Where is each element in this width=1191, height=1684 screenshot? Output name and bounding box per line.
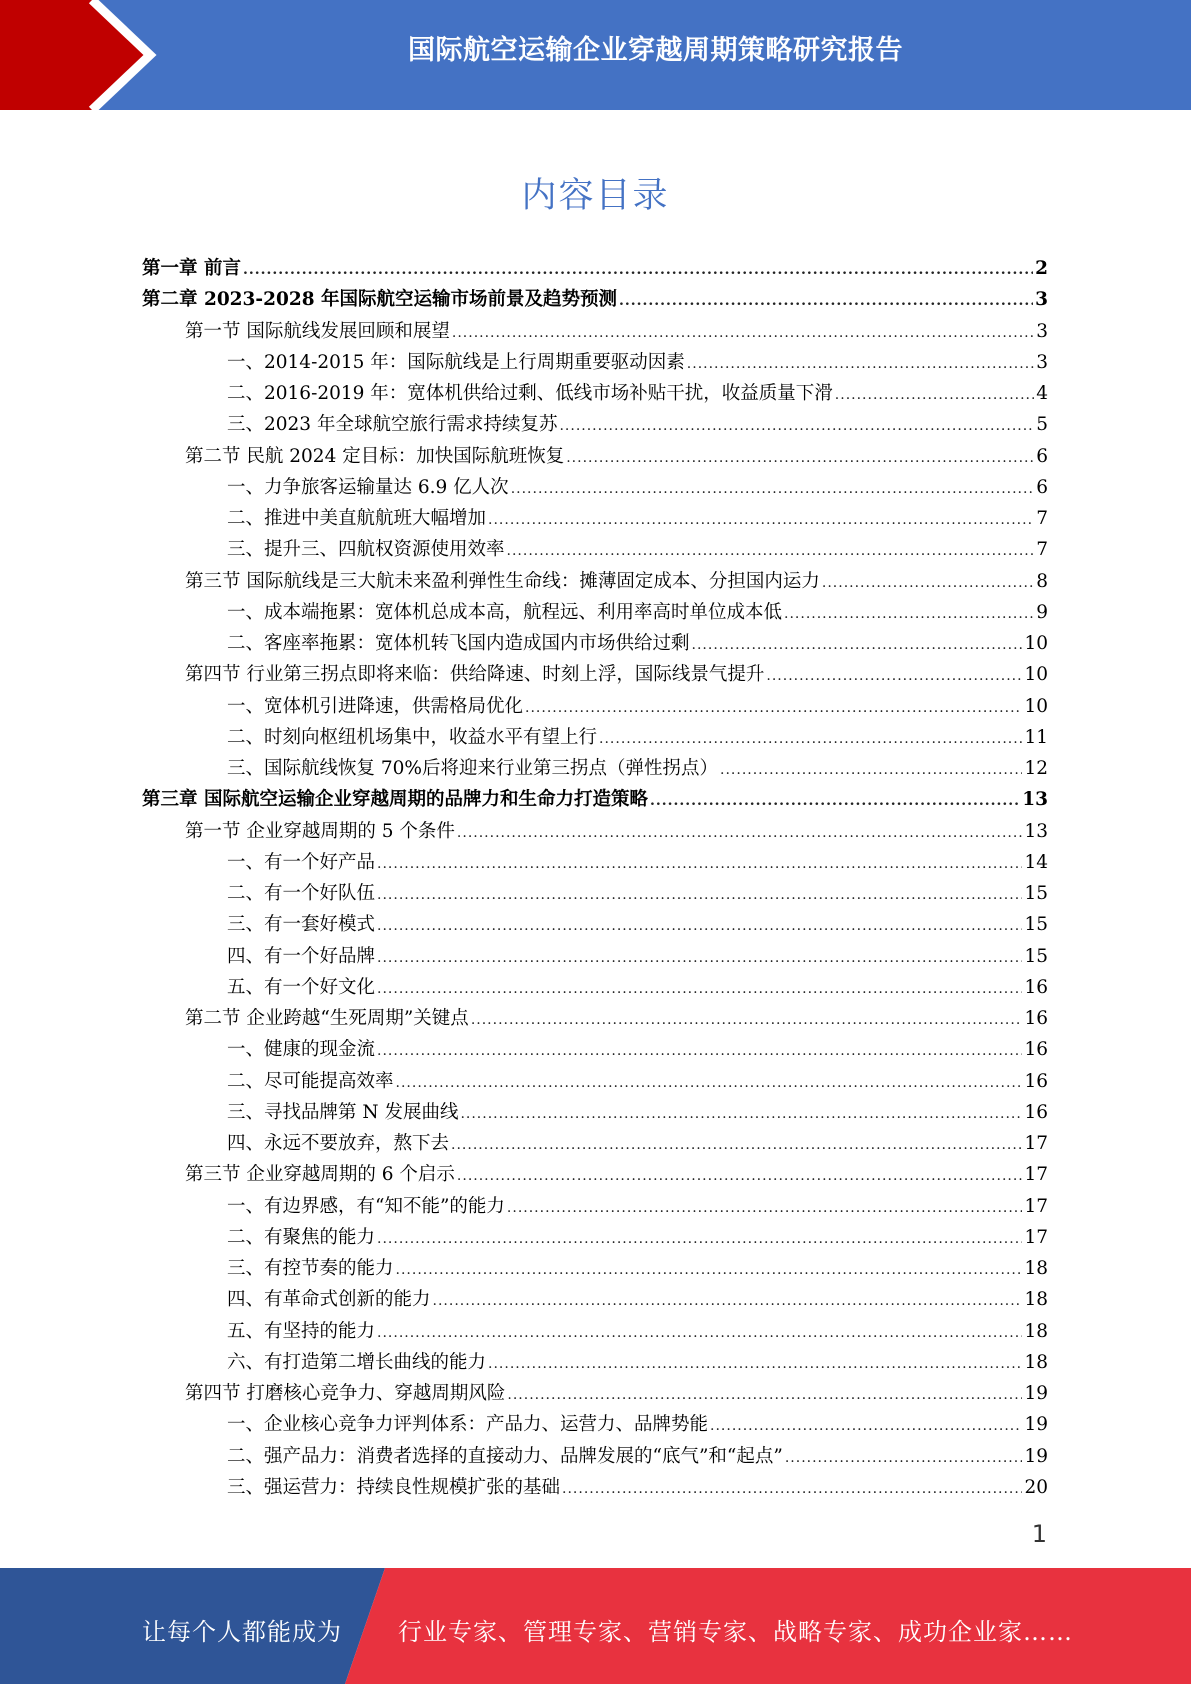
toc-dot-leader [471, 1005, 1023, 1036]
toc-entry-title: 三、提升三、四航权资源使用效率 [227, 539, 505, 561]
toc-entry-page: 5 [1036, 414, 1048, 436]
toc-dot-leader [784, 599, 1034, 630]
toc-entry-title: 一、企业核心竞争力评判体系：产品力、运营力、品牌势能 [227, 1414, 709, 1436]
toc-entry-title: 二、客座率拖累：宽体机转飞国内造成国内市场供给过剩 [227, 633, 690, 654]
toc-entry[interactable] [142, 1253, 1048, 1284]
toc-entry-page: 3 [1036, 351, 1048, 373]
toc-entry-title: 二、时刻向枢纽机场集中，收益水平有望上行 [227, 726, 598, 748]
toc-dot-leader [785, 1443, 1023, 1474]
toc-entry[interactable] [142, 784, 1048, 815]
toc-entry-title: 二、有一个好队伍 [227, 883, 376, 904]
toc-dot-leader [619, 286, 1033, 317]
toc-dot-leader [377, 974, 1022, 1005]
toc-entry-title: 三、2023 年全球航空旅行需求持续复苏 [227, 414, 558, 436]
toc-dot-leader [687, 349, 1034, 380]
toc-dot-leader [507, 1193, 1023, 1224]
toc-dot-leader [377, 1318, 1022, 1349]
toc-entry-title: 四、永远不要放弃，熬下去 [227, 1133, 450, 1154]
toc-entry[interactable] [142, 1316, 1048, 1347]
toc-entry-title: 第一节 企业穿越周期的 5 个条件 [185, 820, 455, 842]
toc-entry-page: 10 [1024, 633, 1048, 654]
toc-dot-leader [507, 1380, 1022, 1411]
toc-entry-page: 20 [1024, 1476, 1048, 1498]
toc-entry-title: 第一节 国际航线发展回顾和展望 [185, 320, 450, 342]
toc-entry[interactable] [142, 253, 1048, 284]
table-of-contents [142, 253, 1048, 1503]
toc-entry[interactable] [142, 909, 1048, 940]
toc-entry[interactable] [142, 972, 1048, 1003]
toc-entry-title: 一、有一个好产品 [227, 851, 376, 873]
toc-dot-leader [488, 505, 1034, 536]
toc-entry-title: 二、尽可能提高效率 [227, 1070, 394, 1092]
toc-entry[interactable] [142, 753, 1048, 784]
toc-entry-title: 二、强产品力：消费者选择的直接动力、品牌发展的“底气”和“起点” [227, 1445, 783, 1467]
toc-entry-title: 第四节 打磨核心竞争力、穿越周期风险 [185, 1383, 506, 1404]
toc-dot-leader [559, 411, 1034, 442]
toc-entry-page: 14 [1024, 851, 1048, 873]
report-title: 国际航空运输企业穿越周期策略研究报告 [408, 35, 903, 66]
toc-dot-leader [377, 880, 1022, 911]
toc-dot-leader [457, 818, 1023, 849]
toc-entry-page: 12 [1024, 758, 1048, 779]
toc-entry[interactable] [142, 1066, 1048, 1097]
toc-entry[interactable] [142, 472, 1048, 503]
toc-entry-title: 三、寻找品牌第 N 发展曲线 [227, 1101, 459, 1123]
toc-entry[interactable] [142, 316, 1048, 347]
toc-entry-page: 15 [1024, 945, 1048, 967]
toc-dot-leader [599, 724, 1022, 755]
toc-entry[interactable] [142, 1284, 1048, 1315]
toc-entry-title: 一、成本端拖累：宽体机总成本高，航程远、利用率高时单位成本低 [227, 601, 783, 623]
toc-entry-page: 19 [1024, 1445, 1048, 1467]
toc-entry[interactable] [142, 378, 1048, 409]
toc-entry-page: 18 [1024, 1258, 1048, 1279]
toc-entry-page: 18 [1024, 1351, 1048, 1373]
toc-dot-leader [507, 536, 1035, 567]
toc-entry-page: 7 [1036, 508, 1048, 529]
toc-dot-leader [766, 661, 1022, 692]
toc-dot-leader [511, 474, 1035, 505]
toc-entry-page: 18 [1024, 1289, 1048, 1311]
toc-entry-page: 16 [1024, 1039, 1048, 1061]
toc-entry[interactable] [142, 1378, 1048, 1409]
toc-entry[interactable] [142, 691, 1048, 722]
toc-entry-page: 11 [1024, 726, 1048, 748]
toc-entry[interactable] [142, 1472, 1048, 1503]
toc-entry[interactable] [142, 503, 1048, 534]
toc-entry-page: 15 [1024, 883, 1048, 904]
toc-entry-page: 16 [1024, 1008, 1048, 1029]
toc-dot-leader [396, 1068, 1023, 1099]
toc-entry[interactable] [142, 1128, 1048, 1159]
toc-entry-title: 四、有一个好品牌 [227, 945, 376, 967]
toc-entry[interactable] [142, 284, 1048, 315]
toc-entry-page: 17 [1024, 1164, 1048, 1186]
toc-dot-leader [692, 630, 1023, 661]
toc-entry-page: 15 [1024, 914, 1048, 936]
toc-dot-leader [377, 911, 1022, 942]
toc-entry-title: 三、有控节奏的能力 [227, 1258, 394, 1279]
toc-entry-page: 6 [1036, 476, 1048, 498]
toc-entry-title: 二、有聚焦的能力 [227, 1226, 376, 1248]
toc-dot-leader [377, 849, 1022, 880]
toc-entry[interactable] [142, 1034, 1048, 1065]
toc-dot-leader [488, 1349, 1022, 1380]
toc-entry[interactable] [142, 1222, 1048, 1253]
toc-entry[interactable] [142, 534, 1048, 565]
toc-entry-page: 10 [1024, 664, 1048, 686]
toc-entry-title: 五、有一个好文化 [227, 976, 376, 998]
toc-entry-page: 17 [1024, 1226, 1048, 1248]
toc-dot-leader [433, 1286, 1023, 1317]
toc-entry[interactable] [142, 1347, 1048, 1378]
toc-entry-title: 四、有革命式创新的能力 [227, 1289, 431, 1311]
toc-entry[interactable] [142, 1191, 1048, 1222]
toc-entry-page: 9 [1036, 601, 1048, 623]
toc-entry-title: 第三节 企业穿越周期的 6 个启示 [185, 1164, 455, 1186]
toc-entry[interactable] [142, 1441, 1048, 1472]
toc-dot-leader [710, 1411, 1022, 1442]
toc-entry-title: 一、有边界感，有“知不能”的能力 [227, 1195, 505, 1217]
toc-entry-page: 4 [1036, 383, 1048, 404]
toc-entry-title: 第三节 国际航线是三大航未来盈利弹性生命线：摊薄固定成本、分担国内运力 [185, 570, 820, 592]
header-red-arrow [0, 0, 150, 110]
toc-entry[interactable] [142, 597, 1048, 628]
toc-entry-page: 10 [1024, 695, 1048, 717]
toc-dot-leader [525, 693, 1022, 724]
toc-entry[interactable] [142, 1097, 1048, 1128]
toc-heading: 内容目录 [521, 176, 670, 216]
toc-entry-page: 16 [1024, 1070, 1048, 1092]
page-header [0, 0, 1191, 110]
toc-entry-page: 13 [1024, 820, 1048, 842]
toc-entry[interactable] [142, 628, 1048, 659]
toc-entry-page: 16 [1024, 976, 1048, 998]
toc-entry-title: 二、推进中美直航航班大幅增加 [227, 508, 487, 529]
toc-entry[interactable] [142, 1159, 1048, 1190]
toc-dot-leader [835, 380, 1034, 411]
toc-entry[interactable] [142, 441, 1048, 472]
toc-entry-title: 一、2014-2015 年：国际航线是上行周期重要驱动因素 [227, 351, 685, 373]
toc-entry[interactable] [142, 1003, 1048, 1034]
toc-entry-page: 13 [1022, 789, 1048, 811]
toc-entry-title: 三、强运营力：持续良性规模扩张的基础 [227, 1476, 561, 1498]
toc-entry-title: 第二章 2023-2028 年国际航空运输市场前景及趋势预测 [142, 289, 618, 311]
toc-entry-title: 一、宽体机引进降速，供需格局优化 [227, 695, 524, 717]
toc-entry[interactable] [142, 847, 1048, 878]
toc-dot-leader [650, 786, 1020, 817]
toc-entry-title: 第四节 行业第三拐点即将来临：供给降速、时刻上浮，国际线景气提升 [185, 664, 765, 686]
toc-entry-title: 一、力争旅客运输量达 6.9 亿人次 [227, 476, 509, 498]
toc-dot-leader [377, 1224, 1022, 1255]
toc-entry-page: 2 [1035, 258, 1048, 279]
footer-slogan-left: 让每个人都能成为 [142, 1618, 342, 1646]
toc-dot-leader [460, 1099, 1022, 1130]
page-footer [0, 1568, 1191, 1684]
toc-dot-leader [822, 568, 1034, 599]
toc-entry-page: 6 [1036, 445, 1048, 467]
toc-entry[interactable] [142, 941, 1048, 972]
footer-slogan-right: 行业专家、管理专家、营销专家、战略专家、成功企业家…… [398, 1618, 1073, 1646]
toc-entry[interactable] [142, 566, 1048, 597]
toc-entry-title: 六、有打造第二增长曲线的能力 [227, 1351, 487, 1373]
toc-entry-page: 18 [1024, 1320, 1048, 1342]
toc-dot-leader [720, 755, 1022, 786]
toc-entry[interactable] [142, 722, 1048, 753]
toc-entry-page: 17 [1024, 1133, 1048, 1154]
toc-entry-title: 第二节 民航 2024 定目标：加快国际航班恢复 [185, 445, 565, 467]
toc-dot-leader [457, 1161, 1023, 1192]
toc-entry-page: 17 [1024, 1195, 1048, 1217]
toc-entry-title: 第三章 国际航空运输企业穿越周期的品牌力和生命力打造策略 [142, 789, 648, 811]
toc-entry-title: 二、2016-2019 年：宽体机供给过剩、低线市场补贴干扰，收益质量下滑 [227, 383, 833, 404]
toc-dot-leader [452, 318, 1034, 349]
toc-entry[interactable] [142, 347, 1048, 378]
toc-entry-title: 第一章 前言 [142, 258, 241, 279]
toc-entry-page: 3 [1036, 320, 1048, 342]
toc-entry[interactable] [142, 878, 1048, 909]
toc-entry-title: 第二节 企业跨越“生死周期”关键点 [185, 1008, 469, 1029]
toc-entry-page: 19 [1024, 1414, 1048, 1436]
toc-entry-page: 19 [1024, 1383, 1048, 1404]
toc-entry[interactable] [142, 659, 1048, 690]
toc-entry[interactable] [142, 1409, 1048, 1440]
toc-dot-leader [396, 1255, 1023, 1286]
toc-dot-leader [377, 943, 1022, 974]
page-number: 1 [1031, 1520, 1047, 1548]
toc-dot-leader [562, 1474, 1022, 1505]
toc-dot-leader [566, 443, 1034, 474]
toc-dot-leader [377, 1036, 1022, 1067]
toc-entry-page: 3 [1035, 289, 1048, 311]
toc-entry[interactable] [142, 816, 1048, 847]
toc-entry-title: 三、有一套好模式 [227, 914, 376, 936]
toc-entry-page: 7 [1036, 539, 1048, 561]
toc-entry-title: 一、健康的现金流 [227, 1039, 376, 1061]
toc-dot-leader [451, 1130, 1022, 1161]
toc-dot-leader [243, 255, 1033, 286]
toc-entry-title: 五、有坚持的能力 [227, 1320, 376, 1342]
toc-entry[interactable] [142, 409, 1048, 440]
toc-entry-page: 8 [1036, 570, 1048, 592]
toc-entry-title: 三、国际航线恢复 70%后将迎来行业第三拐点（弹性拐点） [227, 758, 719, 779]
toc-entry-page: 16 [1024, 1101, 1048, 1123]
